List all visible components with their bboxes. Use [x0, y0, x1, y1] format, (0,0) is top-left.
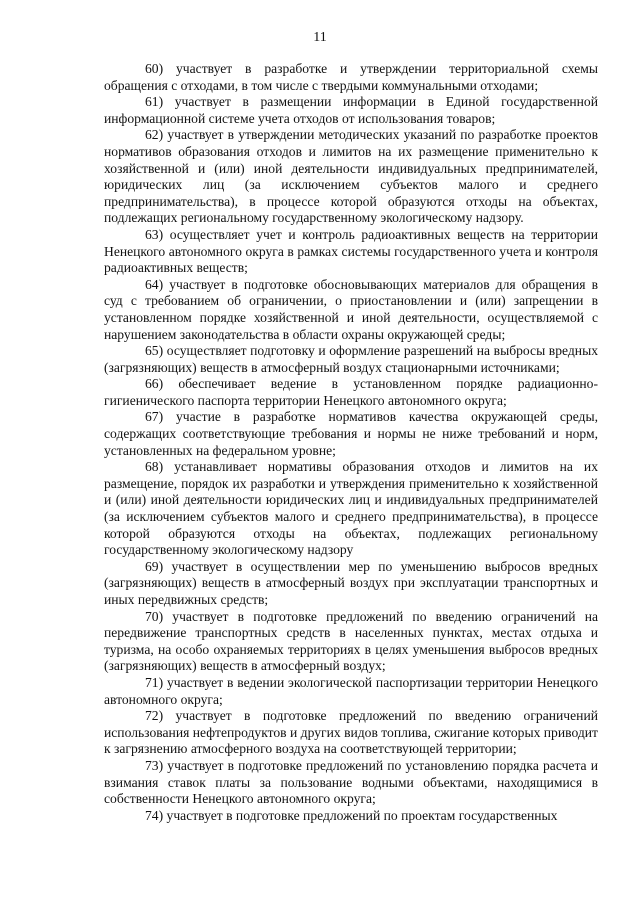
- item-text: устанавливает нормативы образования отходов и лимитов на их размещение, порядок их разработки и утверждения применительно к хозяйственной и (или) иной деятельности юридических лиц и индивидуальных предпринимателей (за исключением субъектов малого и среднего предпринимательства), в процессе которой образуются отходы на объектах, подлежащих региональному государственному экологическому надзору: [104, 459, 598, 558]
- item-number: 66): [145, 376, 164, 392]
- item-number: 65): [145, 343, 164, 359]
- document-body: [104, 61, 598, 824]
- item-number: 64): [145, 276, 164, 292]
- item-text: участвует в разработке и утверждении территориальной схемы обращения с отходами, в том числе с твердыми коммунальными отходами;: [104, 61, 598, 93]
- item-text: участие в разработке нормативов качества окружающей среды, содержащих соответствующие требования и нормы не ниже требований и норм, установленных на федеральном уровне;: [104, 409, 598, 458]
- item-text: участвует в подготовке предложений по введению ограничений на передвижение транспортных средств в населенных пунктах, местах отдыха и туризма, на особо охраняемых территориях в целях уменьшения выбросов вредных (загрязняющих) веществ в атмосферный воздух;: [104, 608, 598, 674]
- list-item: [104, 559, 598, 609]
- item-number: 73): [145, 757, 164, 773]
- item-number: 71): [145, 674, 164, 690]
- item-text: участвует в подготовке предложений по проектам государственных: [166, 807, 558, 823]
- item-number: 70): [145, 608, 164, 624]
- item-text: участвует в осуществлении мер по уменьшению выбросов вредных (загрязняющих) веществ в атмосферный воздух при эксплуатации транспортных и иных передвижных средств;: [104, 558, 598, 607]
- item-number: 72): [145, 708, 164, 724]
- list-item: [104, 343, 598, 376]
- item-text: участвует в размещении информации в Единой государственной информационной системе учета отходов от использования товаров;: [104, 94, 598, 126]
- list-item: [104, 708, 598, 758]
- list-item: [104, 409, 598, 459]
- item-text: участвует в подготовке предложений по установлению порядка расчета и взимания ставок платы за пользование водными объектами, находящимися в собственности Ненецкого автономного округа;: [104, 757, 598, 807]
- item-number: 74): [145, 807, 164, 823]
- item-text: осуществляет учет и контроль радиоактивных веществ на территории Ненецкого автономного округа в рамках системы государственного учета и контроля радиоактивных веществ;: [104, 226, 598, 276]
- list-item: [104, 758, 598, 808]
- list-item: [104, 675, 598, 708]
- item-text: участвует в ведении экологической паспортизации территории Ненецкого автономного округа;: [104, 674, 598, 707]
- item-number: 68): [145, 459, 164, 475]
- item-number: 60): [145, 61, 164, 76]
- list-item: [104, 127, 598, 227]
- list-item: [104, 227, 598, 277]
- item-number: 62): [145, 127, 164, 143]
- list-item: [104, 376, 598, 409]
- item-number: 61): [145, 94, 164, 110]
- item-text: осуществляет подготовку и оформление разрешений на выбросы вредных (загрязняющих) веществ в атмосферный воздух стационарными источниками;: [104, 343, 598, 375]
- item-text: участвует в подготовке предложений по введению ограничений использования нефтепродуктов и других видов топлива, сжигание которых приводит к загрязнению атмосферного воздуха на соответствующей территории;: [104, 708, 598, 757]
- list-item: [104, 277, 598, 343]
- list-item: [104, 459, 598, 559]
- item-text: участвует в утверждении методических указаний по разработке проектов нормативов образования отходов и лимитов на их размещение применительно к хозяйственной и (или) иной деятельности индивидуальных предпринимателей, юридических лиц (за исключением субъектов малого и среднего предпринимательства), в процессе которой образуются отходы на объектах, подлежащих региональному государственному экологическому надзору.: [104, 127, 598, 226]
- item-text: обеспечивает ведение в установленном порядке радиационно-гигиенического паспорта территории Ненецкого автономного округа;: [104, 376, 598, 408]
- item-number: 63): [145, 226, 164, 242]
- item-number: 69): [145, 558, 164, 574]
- item-number: 67): [145, 409, 164, 425]
- list-item: [104, 94, 598, 127]
- list-item: [104, 808, 598, 825]
- page-number: 11: [313, 30, 327, 45]
- list-item: [104, 609, 598, 675]
- list-item: [104, 61, 598, 94]
- item-text: участвует в подготовке обосновывающих материалов для обращения в суд с требованием об ограничении, о приостановлении и (или) запрещении в установленном порядке хозяйственной и иной деятельности, осуществляемой с нарушением законодательства в области охраны окружающей среды;: [104, 276, 598, 342]
